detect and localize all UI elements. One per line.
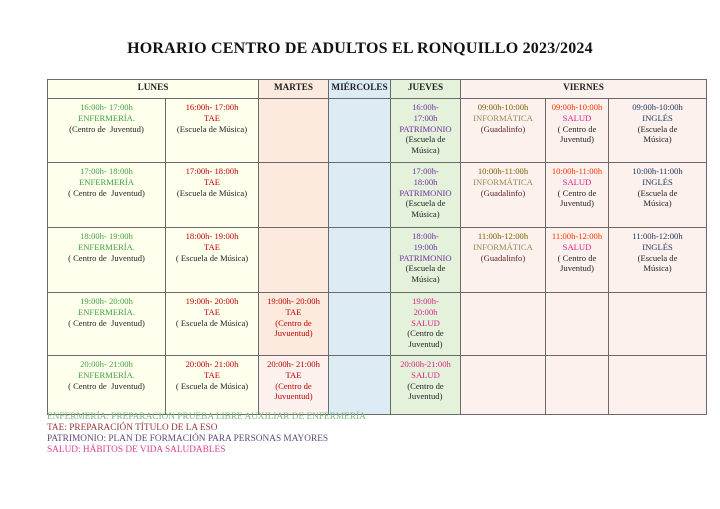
schedule-cell-line: TAE: [203, 112, 221, 123]
schedule-cell-r1c6: [461, 99, 546, 163]
schedule-cell-line: Música): [411, 209, 440, 220]
legend-line: ENFERMERÍA: PREPARACIÓN PRUEBA LIBRE AUXILIAR DE ENFERMERÍA: [47, 412, 366, 422]
schedule-cell-line: (Escuela de: [637, 187, 678, 198]
schedule-cell-r5c6: [461, 356, 546, 415]
schedule-cell-line: Juventud): [560, 263, 594, 274]
schedule-cell-line: 11:00h-12:00h: [477, 231, 529, 241]
schedule-cell-line: ( Centro de Juventud): [68, 317, 145, 328]
schedule-cell-line: 16:00h-: [412, 102, 439, 112]
schedule-cell-line: 18:00h-: [412, 231, 439, 241]
schedule-cell-line: TAE: [203, 369, 221, 380]
schedule-cell-line: INFORMÁTICA: [473, 176, 533, 187]
schedule-cell-r1c8: [609, 99, 707, 163]
schedule-cell-r5c8: [609, 356, 707, 415]
schedule-cell-line: TAE: [203, 306, 221, 317]
schedule-cell-line: 17:00h: [413, 112, 438, 123]
schedule-cell-line: TAE: [285, 306, 302, 317]
schedule-cell-line: 20:00h- 21:00h: [267, 359, 320, 369]
schedule-row: [48, 163, 707, 228]
schedule-cell-line: (Escuela de Música): [176, 123, 248, 134]
schedule-cell-r1c4: [329, 99, 391, 163]
header-row: [48, 80, 707, 99]
schedule-cell-line: Música): [643, 263, 672, 274]
schedule-cell-line: 20:00h-21:00h: [400, 359, 451, 369]
schedule-cell-line: (Guadalinfo): [480, 187, 526, 198]
schedule-cell-line: 18:00h: [413, 176, 438, 187]
schedule-cell-r3c1: [48, 228, 166, 293]
schedule-cell-line: ENFERMERÍA.: [77, 369, 136, 380]
schedule-cell-line: Música): [411, 145, 440, 156]
schedule-cell-line: Música): [411, 274, 440, 285]
schedule-cell-r2c6: [461, 163, 546, 228]
schedule-cell-r4c4: [329, 293, 391, 356]
schedule-cell-line: SALUD: [411, 317, 440, 328]
schedule-cell-r4c5: [391, 293, 461, 356]
schedule-cell-line: SALUD: [562, 241, 592, 252]
schedule-row: [48, 293, 707, 356]
schedule-cell-r5c2: [166, 356, 259, 415]
schedule-cell-line: 19:00h-: [412, 296, 439, 306]
schedule-cell-r2c3: [259, 163, 329, 228]
schedule-cell-line: (Centro de: [275, 317, 312, 328]
schedule-cell-line: 10:00h-11:00h: [632, 166, 683, 176]
schedule-cell-r5c4: [329, 356, 391, 415]
schedule-cell-r4c1: [48, 293, 166, 356]
schedule-cell-line: Juventud): [408, 339, 443, 350]
schedule-cell-r4c2: [166, 293, 259, 356]
schedule-table: [47, 79, 707, 415]
schedule-cell-line: 09:00h-10:00h: [551, 102, 603, 112]
schedule-cell-line: 20:00h: [413, 306, 438, 317]
schedule-cell-line: Juventud): [560, 134, 594, 145]
schedule-cell-line: 19:00h- 20:00h: [185, 296, 239, 306]
schedule-cell-line: (Escuela de: [637, 252, 678, 263]
schedule-cell-line: INGLÉS: [642, 241, 673, 252]
schedule-cell-line: INGLÉS: [642, 176, 673, 187]
schedule-cell-r5c7: [546, 356, 609, 415]
schedule-cell-line: Juventud): [408, 391, 443, 402]
schedule-cell-r3c8: [609, 228, 707, 293]
schedule-cell-line: (Guadalinfo): [480, 123, 526, 134]
schedule-cell-line: INGLÉS: [642, 112, 673, 123]
schedule-cell-line: ( Centro de Juventud): [68, 187, 145, 198]
schedule-cell-r3c3: [259, 228, 329, 293]
schedule-cell-line: ( Centro de: [557, 123, 597, 134]
schedule-cell-line: 18:00h- 19:00h: [80, 231, 133, 241]
schedule-cell-line: 17:00h- 18:00h: [80, 166, 133, 176]
schedule-cell-line: 11:00h-12:00h: [551, 231, 603, 241]
schedule-cell-r2c5: [391, 163, 461, 228]
schedule-cell-line: 09:00h-10:00h: [477, 102, 529, 112]
schedule-cell-r3c2: [166, 228, 259, 293]
legend: [47, 412, 366, 456]
schedule-cell-r1c2: [166, 99, 259, 163]
schedule-cell-line: 11:00h-12:00h: [632, 231, 683, 241]
schedule-cell-line: SALUD: [562, 112, 592, 123]
schedule-cell-line: PATRIMONIO: [399, 187, 452, 198]
schedule-cell-line: SALUD: [411, 369, 440, 380]
schedule-cell-line: 18:00h- 19:00h: [185, 231, 239, 241]
schedule-cell-line: (Escuela de Música): [176, 187, 248, 198]
schedule-cell-line: TAE: [203, 176, 221, 187]
schedule-cell-line: 20:00h- 21:00h: [80, 359, 133, 369]
day-header: VIERNES: [461, 80, 707, 99]
schedule-cell-line: (Guadalinfo): [480, 252, 526, 263]
schedule-cell-line: ( Centro de Juventud): [68, 380, 145, 391]
schedule-row: [48, 356, 707, 415]
schedule-cell-line: TAE: [285, 369, 302, 380]
schedule-cell-line: ENFERMERÍA.: [77, 306, 136, 317]
schedule-cell-line: Juventud): [560, 198, 594, 209]
schedule-cell-line: ( Centro de Juventud): [68, 252, 145, 263]
legend-line: PATRIMONIO: PLAN DE FORMACIÓN PARA PERSONAS MAYORES: [47, 434, 329, 444]
schedule-cell-line: (Centro de: [407, 380, 444, 391]
schedule-cell-line: INFORMÁTICA: [473, 241, 533, 252]
schedule-cell-r3c7: [546, 228, 609, 293]
schedule-row: [48, 99, 707, 163]
schedule-cell-r3c4: [329, 228, 391, 293]
schedule-cell-line: (Escuela de: [405, 263, 446, 274]
day-header: MARTES: [259, 80, 329, 99]
schedule-cell-line: 16:00h- 17:00h: [185, 102, 239, 112]
schedule-cell-line: (Escuela de: [405, 198, 446, 209]
schedule-cell-line: 10:00h-11:00h: [551, 166, 603, 176]
schedule-cell-r1c5: [391, 99, 461, 163]
schedule-cell-line: 19:00h: [413, 241, 438, 252]
day-header: LUNES: [48, 80, 259, 99]
schedule-cell-line: Música): [643, 198, 672, 209]
day-header: JUEVES: [391, 80, 461, 99]
schedule-cell-line: ENFERMERÍA.: [77, 112, 136, 123]
schedule-cell-r5c3: [259, 356, 329, 415]
schedule-cell-line: ENFERMERÍA.: [77, 241, 136, 252]
schedule-cell-r2c8: [609, 163, 707, 228]
schedule-cell-line: 19:00h- 20:00h: [80, 296, 133, 306]
schedule-cell-r4c7: [546, 293, 609, 356]
schedule-cell-line: ( Escuela de Música): [175, 317, 249, 328]
schedule-cell-line: (Escuela de: [405, 134, 446, 145]
schedule-cell-r2c7: [546, 163, 609, 228]
schedule-row: [48, 228, 707, 293]
schedule-cell-r1c7: [546, 99, 609, 163]
schedule-cell-line: ENFERMERÍA: [79, 176, 134, 187]
schedule-cell-r1c3: [259, 99, 329, 163]
schedule-cell-r5c1: [48, 356, 166, 415]
schedule-cell-line: INFORMÁTICA: [473, 112, 533, 123]
schedule-cell-line: ( Escuela de Música): [175, 252, 249, 263]
schedule-cell-line: 10:00h-11:00h: [477, 166, 529, 176]
schedule-cell-line: (Centro de: [275, 380, 312, 391]
schedule-cell-line: PATRIMONIO: [399, 252, 452, 263]
schedule-cell-r3c6: [461, 228, 546, 293]
schedule-cell-r3c5: [391, 228, 461, 293]
schedule-cell-line: PATRIMONIO: [399, 123, 452, 134]
schedule-cell-line: ( Escuela de Música): [175, 380, 249, 391]
schedule-cell-line: (Escuela de: [637, 123, 678, 134]
schedule-cell-r5c5: [391, 356, 461, 415]
legend-line: SALUD: HÁBITOS DE VIDA SALUDABLES: [47, 445, 226, 455]
schedule-cell-line: 09:00h-10:00h: [632, 102, 683, 112]
schedule-cell-line: 16:00h- 17:00h: [80, 102, 133, 112]
legend-line: TAE: PREPARACIÓN TÍTULO DE LA ESO: [47, 423, 218, 433]
schedule-cell-line: 17:00h- 18:00h: [185, 166, 239, 176]
schedule-cell-r2c2: [166, 163, 259, 228]
schedule-cell-line: ( Centro de: [557, 252, 597, 263]
schedule-cell-line: 20:00h- 21:00h: [185, 359, 239, 369]
schedule-cell-line: (Centro de Juventud): [69, 123, 144, 134]
schedule-cell-line: 19:00h- 20:00h: [267, 296, 320, 306]
schedule-cell-line: Juvuentud): [274, 328, 313, 339]
schedule-cell-line: (Centro de: [407, 328, 444, 339]
schedule-cell-r2c4: [329, 163, 391, 228]
page-title: HORARIO CENTRO DE ADULTOS EL RONQUILLO 2023/2024: [127, 40, 593, 57]
schedule-cell-line: SALUD: [562, 176, 592, 187]
schedule-cell-r1c1: [48, 99, 166, 163]
schedule-cell-r4c6: [461, 293, 546, 356]
schedule-cell-line: Música): [643, 134, 672, 145]
schedule-cell-line: Juvuentud): [274, 391, 313, 402]
schedule-cell-r4c8: [609, 293, 707, 356]
schedule-cell-line: ( Centro de: [557, 187, 597, 198]
day-header: MIÉRCOLES: [329, 80, 391, 99]
schedule-cell-line: 17:00h-: [412, 166, 439, 176]
schedule-cell-line: TAE: [203, 241, 221, 252]
schedule-cell-r4c3: [259, 293, 329, 356]
schedule-cell-r2c1: [48, 163, 166, 228]
